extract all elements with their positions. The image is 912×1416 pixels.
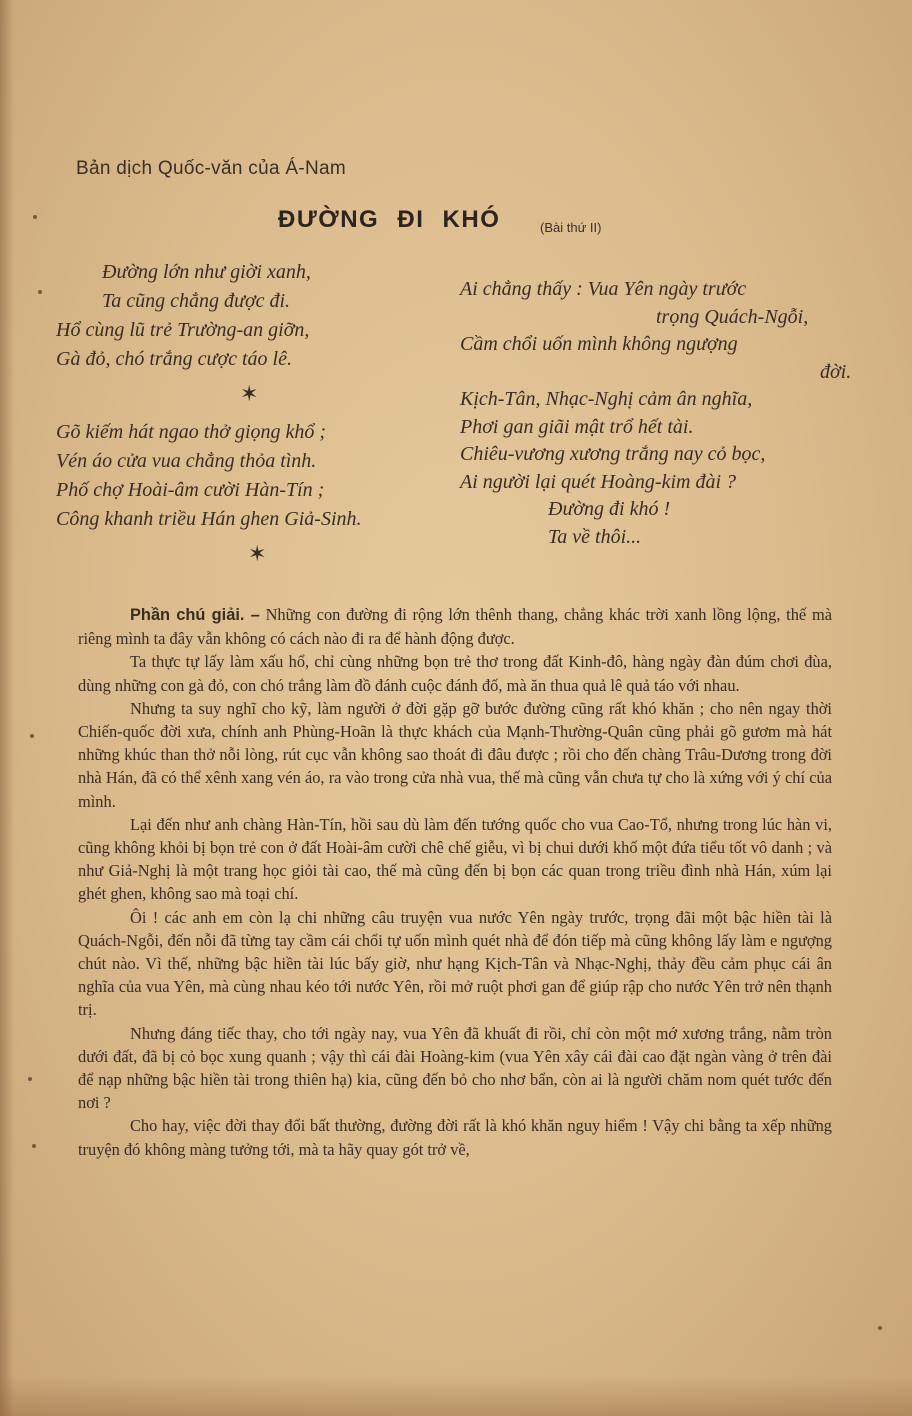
poem-line: Vén áo cửa vua chẳng thỏa tình. — [56, 450, 317, 472]
annotation-paragraph: Lại đến như anh chàng Hàn-Tín, hồi sau dù làm đến tướng quốc cho vua Cao-Tổ, nhưng trong lúc hàn vi, cũng không khỏi bị bọn trẻ con ở đất Hoài-âm cười chê chế giễu, vì bị chui dưới khố một đứa tiểu tốt vô danh ; và như Giả-Nghị là một trang học giỏi tài cao, thế mà cũng đến bị bọn các quan trong triều đình nhà Hán, xúm lại ghét ghen, không sao mà toại chí. — [78, 814, 832, 904]
paper-speck — [32, 1144, 36, 1148]
paper-edge-left — [0, 0, 14, 1416]
poem-title: ĐƯỜNG ĐI KHÓ — [278, 206, 501, 233]
poem-right-stanza — [460, 276, 851, 551]
poem-line: Ai người lại quét Hoàng-kim đài ? — [460, 470, 736, 493]
poem-line: Đường lớn như giời xanh, — [102, 261, 311, 283]
paper-speck — [28, 1077, 32, 1081]
poem-line: Chiêu-vương xương trắng nay cỏ bọc, — [460, 443, 766, 465]
annotation-paragraph: Ôi ! các anh em còn lạ chi những câu truyện vua nước Yên ngày trước, trọng đãi một bậc hiền tài là Quách-Ngỗi, đến nỗi đã từng tay cầm cái chổi tự uốn mình quét nhà để đón tiếp mà cũng không lấy làm e ngượng chút nào. Vì thế, những bậc hiền tài lúc bấy giờ, như hạng Kịch-Tân và Nhạc-Nghị, thảy đều cảm phục cái ân nghĩa của vua Yên, mà cùng nhau kéo tới nước Yên, rồi mở ruột phơi gan để giúp rập cho nước Yên trở nên thạnh trị. — [78, 907, 832, 1020]
annotation-paragraph: Nhưng ta suy nghĩ cho kỹ, làm người ở đời gặp gỡ bước đường cũng rất khó khăn ; cho nên ngay thời Chiến-quốc đời xưa, chính anh Phùng-Hoãn là thực khách của Mạnh-Thường-Quân cũng phải gõ gươm mà hát những khúc than thở nỗi lòng, rút cục vẫn không sao thoát đi đâu được ; rồi cho đến chàng Trâu-Dương trong đời nhà Hán, đã có thể xênh xang vén áo, ra vào trong cửa nhà vua, thế mà cũng vẫn chưa tự cho là xứng với ý chí của mình. — [78, 698, 832, 811]
poem-line: Kịch-Tân, Nhạc-Nghị cảm ân nghĩa, — [460, 388, 753, 410]
paper-speck — [33, 215, 37, 219]
poem-line: Gà đỏ, chó trắng cược táo lê. — [56, 348, 292, 370]
poem-line: Ai chẳng thấy : Vua Yên ngày trước — [460, 278, 747, 300]
poem-left-stanza-1 — [56, 258, 311, 374]
annotation-paragraph: Ta thực tự lấy làm xấu hổ, chỉ cùng những bọn trẻ thơ trong đất Kinh-đô, hàng ngày đàn đúm chơi đùa, dùng những con gà đỏ, con chó trắng làm đồ đánh cuộc đánh đố, mà ăn thua quả lê quả táo với nhau. — [78, 652, 832, 695]
annotation-section — [78, 603, 832, 1161]
paper-speck — [878, 1326, 882, 1330]
poem-line: Công khanh triều Hán ghen Giả-Sinh. — [56, 508, 362, 530]
poem-line: Ta cũng chẳng được đi. — [102, 290, 291, 312]
poem-line: Hổ cùng lũ trẻ Trường-an giỡn, — [56, 319, 310, 341]
ornament-star-icon: ✶ — [240, 381, 259, 406]
poem-line: đời. — [820, 360, 852, 383]
poem-left-stanza-2 — [56, 418, 362, 534]
poem-line: trọng Quách-Ngỗi, — [656, 305, 809, 328]
paper-speck — [38, 290, 42, 294]
paper-speck — [30, 734, 34, 738]
annotation-heading: Phần chú giải. – — [130, 606, 260, 624]
paper-edge-bottom — [0, 1376, 912, 1416]
poem-line: Phơi gan giãi mật trổ hết tài. — [460, 415, 694, 438]
poem-line: Phố chợ Hoài-âm cười Hàn-Tín ; — [56, 479, 325, 501]
annotation-paragraph: Phần chú giải. – Những con đường đi rộng lớn thênh thang, chẳng khác trời xanh lồng lộng, thế mà riêng mình ta đây vẫn không có cách nào đi ra để hành động được. — [78, 605, 833, 649]
annotation-paragraph: Nhưng đáng tiếc thay, cho tới ngày nay, vua Yên đã khuất đi rồi, chỉ còn một mớ xương trắng, nằm tròn dưới đất, đã bị cỏ bọc xung quanh ; vậy thì cái đài Hoàng-kim (vua Yên xây cái đài cao đặt ngàn vàng ở trên đài để nạp những bậc hiền tài trong thiên hạ) kia, cũng đến bỏ cho nhơ bẩn, còn ai là người chăm nom quét tước đến nơi ? — [78, 1023, 832, 1113]
poem-line: Ta về thôi... — [548, 525, 642, 548]
poem-line: Đường đi khó ! — [548, 498, 671, 520]
poem-line: Cầm chổi uốn mình không ngượng — [460, 333, 738, 355]
poem-subtitle: (Bài thứ II) — [540, 220, 602, 235]
translation-credit: Bản dịch Quốc-văn của Á-Nam — [76, 158, 346, 179]
poem-line: Gõ kiếm hát ngao thở giọng khổ ; — [56, 421, 327, 443]
annotation-paragraph: Cho hay, việc đời thay đổi bất thường, đường đời rất là khó khăn nguy hiểm ! Vậy chi bằng ta xếp những truyện đó không màng tưởng tới, mà ta hãy quay gót trở về, — [78, 1116, 832, 1159]
ornament-star-icon: ✶ — [248, 541, 267, 566]
